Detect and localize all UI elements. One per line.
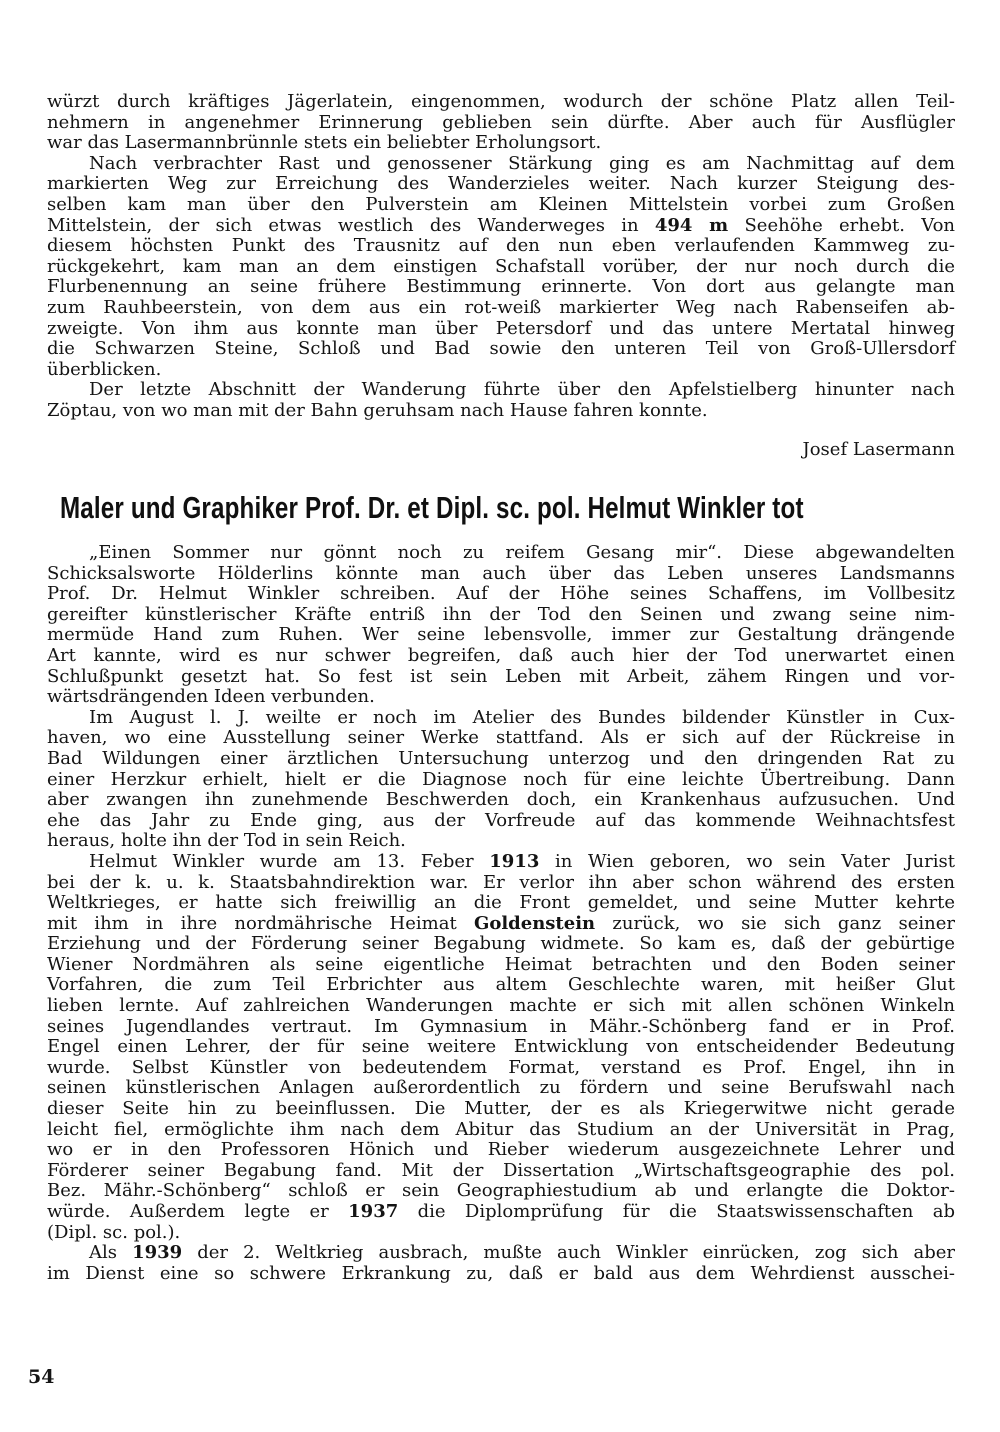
author-signature: Josef Lasermann: [802, 439, 955, 460]
text-line: Der letzte Abschnitt der Wanderung führte über den Apfelstielberg hinunter nach: [89, 379, 955, 401]
text-line: mit ihm in ihre nordmährische Heimat Goldenstein zurück, wo sie sich ganz seiner: [47, 912, 955, 934]
text-line: diesem höchsten Punkt des Trausnitz auf den nun eben verlaufenden Kammweg zu-: [47, 235, 955, 257]
text-line: Schlußpunkt gesetzt hat. So fest ist sein Leben mit Arbeit, zähem Ringen und vor-: [47, 665, 955, 687]
text-line: würzt durch kräftiges Jägerlatein, eingenommen, wodurch der schöne Platz allen Teil-: [47, 91, 955, 112]
paragraph: [47, 852, 955, 1243]
text-line: Im August l. J. weilte er noch im Atelier des Bundes bildender Künstler in Cux-: [89, 706, 955, 728]
text-line: Schicksalsworte Hölderlins könnte man auch über das Leben unseres Landsmanns: [47, 562, 955, 584]
text-line: Förderer seiner Begabung fand. Mit der Dissertation „Wirtschaftsgeographie des pol.: [47, 1159, 955, 1181]
text-line: mermüde Hand zum Ruhen. Wer seine lebensvolle, immer zur Gestaltung drängende: [47, 624, 955, 646]
paragraph: [47, 92, 955, 154]
text-line: Als 1939 der 2. Weltkrieg ausbrach, mußte auch Winkler einrücken, zog sich aber: [89, 1242, 955, 1264]
text-line: haven, wo eine Ausstellung seiner Werke stattfand. Als er sich auf der Rückreise in: [47, 727, 955, 749]
text-line: überblicken.: [47, 358, 162, 380]
text-line: einer Herzkur erhielt, hielt er die Diagnose noch für eine leichte Übertreibung. Dann: [47, 768, 955, 790]
text-line: Prof. Dr. Helmut Winkler schreiben. Auf der Höhe seines Schaffens, im Vollbesitz: [47, 583, 955, 605]
text-line: heraus, holte ihn der Tod in sein Reich.: [47, 830, 406, 852]
text-line: seinen künstlerischen Anlagen außerordentlich zu fördern und seine Berufswahl nach: [47, 1077, 955, 1099]
text-line: zum Rauhbeerstein, von dem aus ein rot-weiß markierter Weg nach Rabenseifen ab-: [47, 296, 955, 318]
text-line: seines Jugendlandes vertraut. Im Gymnasium in Mähr.-Schönberg fand er in Prof.: [47, 1015, 955, 1037]
paragraph: [47, 1243, 955, 1284]
text-line: Helmut Winkler wurde am 13. Feber 1913 in Wien geboren, wo sein Vater Jurist: [89, 850, 955, 872]
text-line: Weltkrieges, er hatte sich freiwillig an die Front gemeldet, und seine Mutter kehrte: [47, 892, 955, 914]
text-line: Flurbenennung an seine frühere Bestimmung erinnerte. Von dort aus gelangte man: [47, 276, 955, 298]
text-line: bei der k. u. k. Staatsbahndirektion war. Er verlor ihn aber schon während des ersten: [47, 871, 955, 893]
text-line: ehe das Jahr zu Ende ging, aus der Vorfreude auf das kommende Weihnachtsfest: [47, 809, 955, 831]
text-line: Art kannte, wird es nur schwer begreifen, daß auch hier der Tod unerwartet einen: [47, 644, 955, 666]
text-line: Erziehung und der Förderung seiner Begabung widmete. So kam es, daß der gebürtige: [47, 933, 955, 955]
text-line: Wiener Nordmähren als seine eigentliche Heimat betrachten und den Boden seiner: [47, 953, 955, 975]
paragraph: [47, 708, 955, 852]
text-line: nehmern in angenehmer Erinnerung geblieben sein dürfte. Aber auch für Ausflügler: [47, 111, 955, 133]
text-line: wo er in den Professoren Hönich und Rieber wiederum ausgezeichnete Lehrer und: [47, 1139, 955, 1161]
text-line: würde. Außerdem legte er 1937 die Diplomprüfung für die Staatswissenschaften ab: [47, 1201, 956, 1222]
text-line: im Dienst eine so schwere Erkrankung zu, daß er bald aus dem Wehrdienst ausschei-: [47, 1262, 955, 1284]
text-line: rückgekehrt, kam man an dem einstigen Schafstall vorüber, der nur noch durch die: [47, 255, 955, 277]
text-line: leicht fiel, ermöglichte ihm nach dem Abitur das Studium an der Universität in Prag,: [47, 1118, 955, 1140]
text-line: Zöptau, von wo man mit der Bahn geruhsam nach Hause fahren konnte.: [47, 399, 708, 421]
signature-block: [47, 440, 955, 461]
page-number: 54: [28, 1366, 55, 1388]
text-line: (Dipl. sc. pol.).: [47, 1221, 181, 1243]
text-line: Mittelstein, der sich etwas westlich des Wanderweges in 494 m Seehöhe erhebt. Von: [47, 214, 956, 236]
text-line: Bad Wildungen einer ärztlichen Untersuchung unterzog und den dringenden Rat zu: [47, 747, 955, 769]
text-line: Bez. Mähr.-Schönberg“ schloß er sein Geographiestudium ab und erlangte die Doktor-: [47, 1180, 955, 1202]
text-line: markierten Weg zur Erreichung des Wanderzieles weiter. Nach kurzer Steigung des-: [47, 173, 955, 195]
text-line: zweigte. Von ihm aus konnte man über Petersdorf und das untere Mertatal hinweg: [47, 317, 955, 339]
paragraph: [47, 543, 955, 708]
text-line: Nach verbrachter Rast und genossener Stärkung ging es am Nachmittag auf dem: [89, 152, 955, 174]
text-line: war das Lasermannbrünnle stets ein beliebter Erholungsort.: [47, 132, 602, 154]
article-heading: Maler und Graphiker Prof. Dr. et Dipl. sc. pol. Helmut Winkler tot: [60, 490, 804, 525]
article-continuation: [47, 92, 955, 422]
text-line: die Schwarzen Steine, Schloß und Bad sowie den unteren Teil von Groß-Ullersdorf: [47, 338, 955, 360]
text-line: Engel einen Lehrer, der für seine weitere Entwicklung von entscheidender Bedeutung: [47, 1036, 955, 1058]
text-line: „Einen Sommer nur gönnt noch zu reifem Gesang mir“. Diese abgewandelten: [89, 542, 955, 563]
paragraph: [47, 154, 955, 381]
text-line: Vorfahren, die zum Teil Erbrichter aus altem Geschlechte waren, mit heißer Glut: [47, 974, 955, 996]
paragraph: [47, 380, 955, 421]
text-line: aber zwangen ihn zunehmende Beschwerden doch, ein Krankenhaus aufzusuchen. Und: [47, 789, 955, 811]
text-line: wärtsdrängenden Ideen verbunden.: [47, 686, 375, 708]
text-line: selben kam man über den Pulverstein am Kleinen Mittelstein vorbei zum Großen: [47, 193, 955, 215]
text-line: wurde. Selbst Künstler von bedeutendem Format, verstand es Prof. Engel, ihn in: [47, 1056, 955, 1078]
obituary-article-body: [47, 543, 955, 1284]
text-line: gereifter künstlerischer Kräfte entriß ihn der Tod den Seinen und zwang seine nim-: [47, 603, 955, 625]
text-line: dieser Seite hin zu beeinflussen. Die Mutter, der es als Kriegerwitwe nicht gerade: [47, 1098, 955, 1120]
text-line: lieben lernte. Auf zahlreichen Wanderungen machte er sich mit allen schönen Winkeln: [47, 995, 955, 1017]
